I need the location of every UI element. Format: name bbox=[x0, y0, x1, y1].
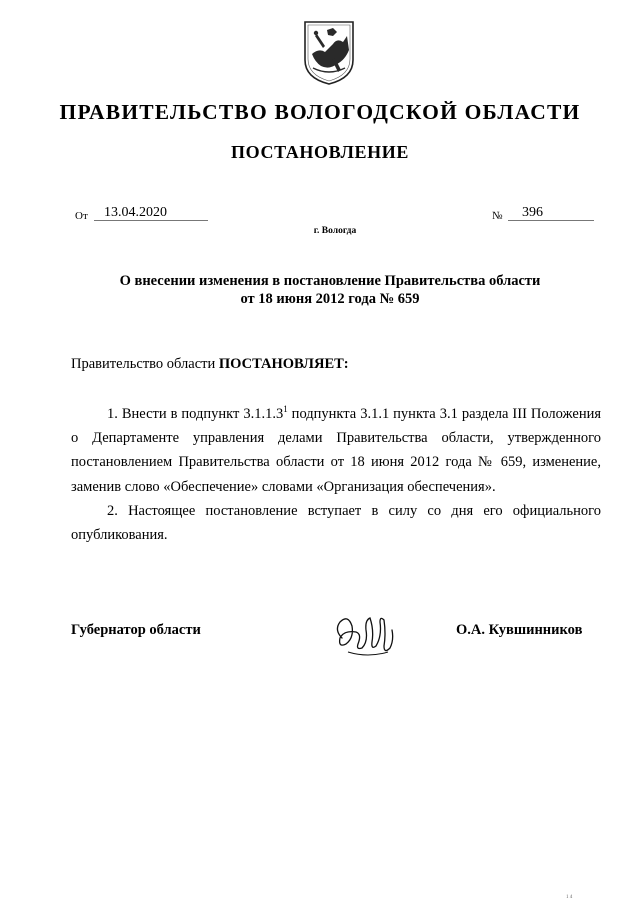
document-type: ПОСТАНОВЛЕНИЕ bbox=[231, 142, 409, 162]
page-mark: 1 4 bbox=[566, 895, 573, 900]
number-label: № bbox=[492, 210, 503, 222]
preamble bbox=[71, 356, 349, 373]
city-name: г. Вологда bbox=[313, 226, 357, 236]
vologda-coat-of-arms-icon bbox=[303, 20, 355, 86]
document-date: 13.04.2020 bbox=[94, 205, 208, 221]
date-label: От bbox=[75, 210, 88, 222]
preamble-text: Правительство области bbox=[71, 356, 219, 372]
clause-1: 1. Внести в подпункт 3.1.1.3$^1$ подпункта 3.1.1 пункта 3.1 раздела III Положения о Департаменте управления делами Правительства области, утвержденного постановлением Правительства области от 18 июня 2012 года № 659, изменение, заменив слово «Обеспечение» словами «Организация обеспечения». bbox=[71, 404, 602, 495]
clause-1-superscript: 1 bbox=[283, 404, 288, 415]
clause-2: 2. Настоящее постановление вступает в силу со дня его официального опубликования. bbox=[71, 502, 601, 544]
document-subject bbox=[90, 272, 570, 308]
signatory-name: О.А. Кувшинников bbox=[456, 622, 583, 638]
preamble-emphasis: ПОСТАНОВЛЯЕТ: bbox=[218, 356, 349, 372]
handwritten-signature-icon bbox=[328, 608, 408, 664]
signatory-title: Губернатор области bbox=[71, 622, 201, 638]
subject-line-2: от 18 июня 2012 года № 659 bbox=[240, 291, 420, 307]
document-number: 396 bbox=[508, 205, 594, 221]
subject-line-1: О внесении изменения в постановление Правительства области bbox=[119, 273, 541, 289]
document-body bbox=[71, 402, 601, 547]
government-title: ПРАВИТЕЛЬСТВО ВОЛОГОДСКОЙ ОБЛАСТИ bbox=[59, 100, 581, 124]
